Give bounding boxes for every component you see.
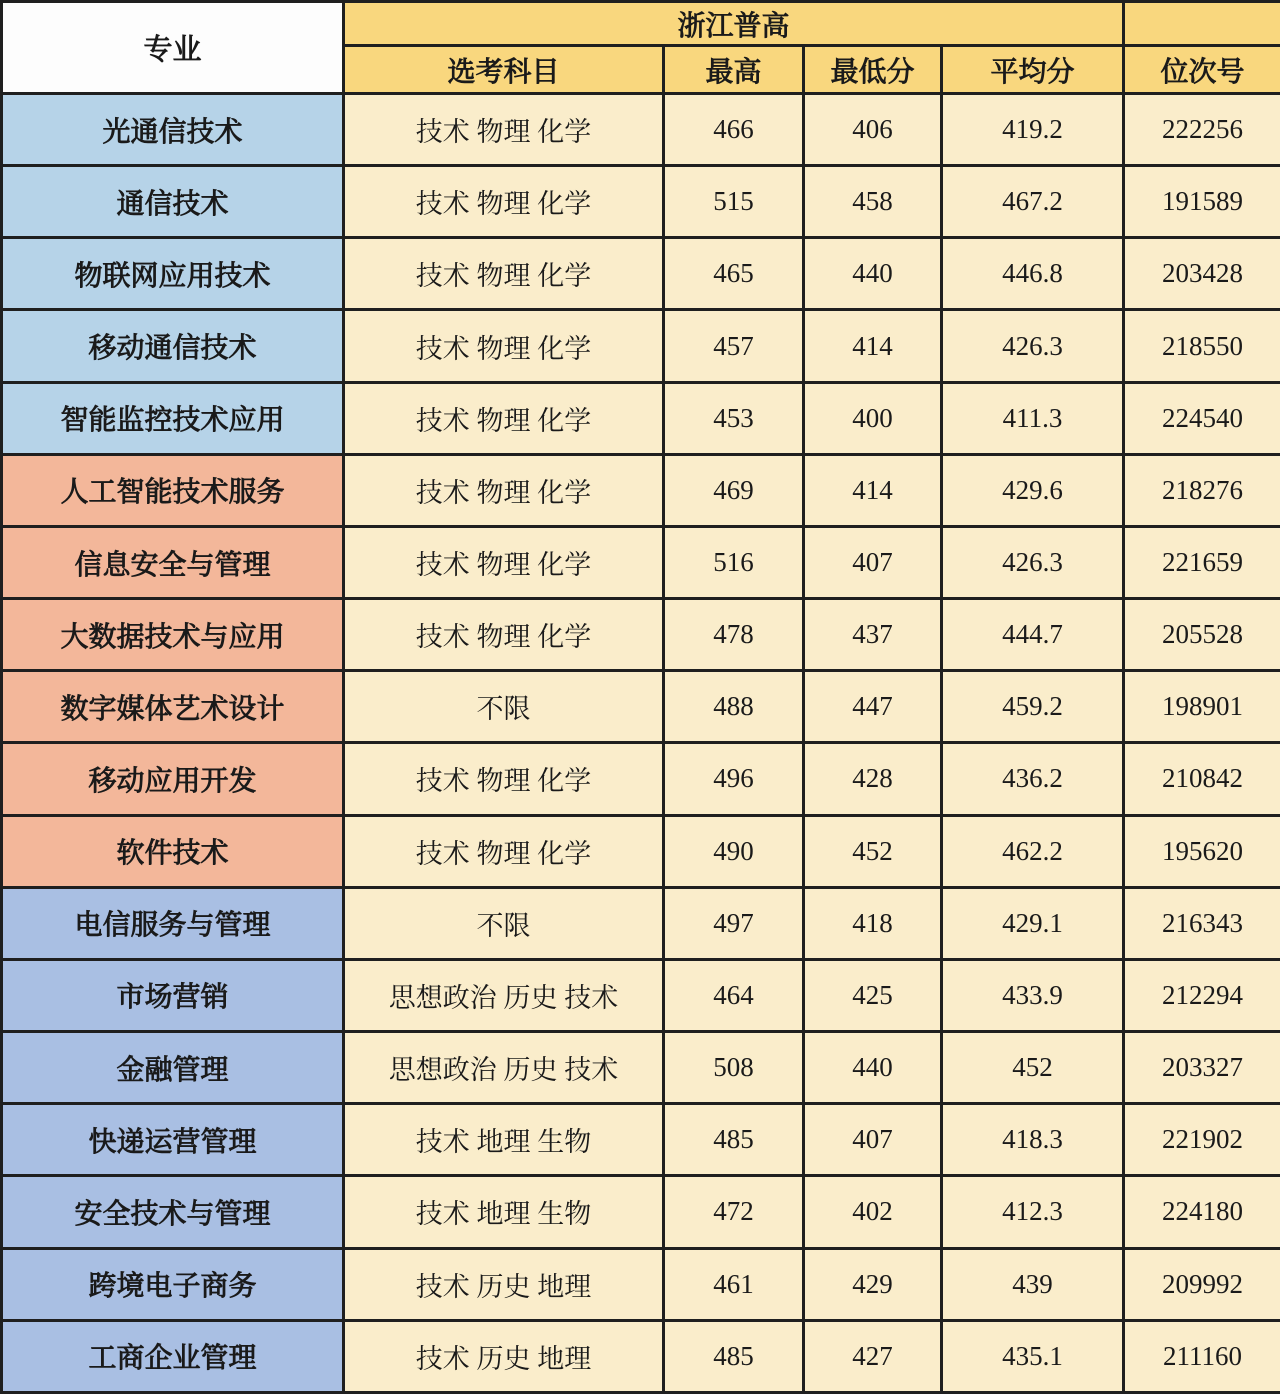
rank-cell: 210842: [1124, 743, 1280, 815]
rank-cell: 224540: [1124, 382, 1280, 454]
rank-cell: 198901: [1124, 671, 1280, 743]
major-cell: 物联网应用技术: [2, 238, 344, 310]
table-row: [2, 815, 1280, 887]
major-cell: 移动通信技术: [2, 310, 344, 382]
max-score-cell: 472: [664, 1176, 804, 1248]
table-row: [2, 599, 1280, 671]
min-score-cell: 418: [804, 887, 942, 959]
avg-score-cell: 436.2: [942, 743, 1124, 815]
major-cell: 电信服务与管理: [2, 887, 344, 959]
avg-score-cell: 444.7: [942, 599, 1124, 671]
major-cell: 工商企业管理: [2, 1320, 344, 1392]
rank-cell: 211160: [1124, 1320, 1280, 1392]
rank-cell: 216343: [1124, 887, 1280, 959]
major-cell: 大数据技术与应用: [2, 599, 344, 671]
max-score-cell: 497: [664, 887, 804, 959]
table-row: [2, 1104, 1280, 1176]
max-score-cell: 508: [664, 1032, 804, 1104]
table-header: [2, 2, 1280, 94]
max-score-cell: 488: [664, 671, 804, 743]
max-score-cell: 490: [664, 815, 804, 887]
rank-cell: 212294: [1124, 959, 1280, 1031]
avg-score-cell: 412.3: [942, 1176, 1124, 1248]
table-row: [2, 887, 1280, 959]
subjects-cell: 技术 历史 地理: [344, 1320, 664, 1392]
table-row: [2, 1320, 1280, 1392]
subjects-cell: 不限: [344, 887, 664, 959]
table-row: [2, 743, 1280, 815]
min-score-cell: 414: [804, 454, 942, 526]
rank-cell: 222256: [1124, 94, 1280, 166]
subjects-cell: 技术 物理 化学: [344, 238, 664, 310]
rank-cell: 221902: [1124, 1104, 1280, 1176]
major-cell: 金融管理: [2, 1032, 344, 1104]
table-row: [2, 238, 1280, 310]
major-cell: 快递运营管理: [2, 1104, 344, 1176]
subjects-cell: 不限: [344, 671, 664, 743]
table-row: [2, 310, 1280, 382]
major-cell: 软件技术: [2, 815, 344, 887]
table-row: [2, 671, 1280, 743]
min-score-cell: 429: [804, 1248, 942, 1320]
min-score-cell: 406: [804, 94, 942, 166]
min-score-cell: 407: [804, 526, 942, 598]
major-cell: 安全技术与管理: [2, 1176, 344, 1248]
group-header-zhejiang-pugao: 浙江普高: [344, 2, 1124, 46]
min-score-cell: 402: [804, 1176, 942, 1248]
min-score-cell: 458: [804, 166, 942, 238]
major-cell: 数字媒体艺术设计: [2, 671, 344, 743]
avg-score-cell: 419.2: [942, 94, 1124, 166]
min-score-cell: 428: [804, 743, 942, 815]
empty-header-cell: [1124, 2, 1280, 46]
subjects-cell: 技术 物理 化学: [344, 310, 664, 382]
min-score-cell: 407: [804, 1104, 942, 1176]
col-header-avg: 平均分: [942, 46, 1124, 94]
table-row: [2, 454, 1280, 526]
subjects-cell: 技术 历史 地理: [344, 1248, 664, 1320]
table-row: [2, 1176, 1280, 1248]
major-cell: 光通信技术: [2, 94, 344, 166]
min-score-cell: 440: [804, 1032, 942, 1104]
col-header-subjects: 选考科目: [344, 46, 664, 94]
col-header-max: 最高: [664, 46, 804, 94]
max-score-cell: 485: [664, 1104, 804, 1176]
avg-score-cell: 459.2: [942, 671, 1124, 743]
subjects-cell: 技术 物理 化学: [344, 166, 664, 238]
rank-cell: 203327: [1124, 1032, 1280, 1104]
min-score-cell: 427: [804, 1320, 942, 1392]
major-cell: 信息安全与管理: [2, 526, 344, 598]
max-score-cell: 453: [664, 382, 804, 454]
avg-score-cell: 418.3: [942, 1104, 1124, 1176]
subjects-cell: 技术 物理 化学: [344, 94, 664, 166]
avg-score-cell: 446.8: [942, 238, 1124, 310]
max-score-cell: 478: [664, 599, 804, 671]
max-score-cell: 461: [664, 1248, 804, 1320]
max-score-cell: 485: [664, 1320, 804, 1392]
major-cell: 通信技术: [2, 166, 344, 238]
subjects-cell: 思想政治 历史 技术: [344, 959, 664, 1031]
table-row: [2, 959, 1280, 1031]
major-cell: 人工智能技术服务: [2, 454, 344, 526]
avg-score-cell: 439: [942, 1248, 1124, 1320]
avg-score-cell: 433.9: [942, 959, 1124, 1031]
min-score-cell: 440: [804, 238, 942, 310]
avg-score-cell: 435.1: [942, 1320, 1124, 1392]
avg-score-cell: 462.2: [942, 815, 1124, 887]
col-header-rank: 位次号: [1124, 46, 1280, 94]
subjects-cell: 技术 物理 化学: [344, 526, 664, 598]
subjects-cell: 技术 物理 化学: [344, 454, 664, 526]
max-score-cell: 496: [664, 743, 804, 815]
avg-score-cell: 429.1: [942, 887, 1124, 959]
rank-cell: 195620: [1124, 815, 1280, 887]
subjects-cell: 思想政治 历史 技术: [344, 1032, 664, 1104]
avg-score-cell: 429.6: [942, 454, 1124, 526]
rank-cell: 218276: [1124, 454, 1280, 526]
min-score-cell: 425: [804, 959, 942, 1031]
table-row: [2, 382, 1280, 454]
rank-cell: 224180: [1124, 1176, 1280, 1248]
min-score-cell: 400: [804, 382, 942, 454]
table-body: [2, 94, 1280, 1393]
col-header-min: 最低分: [804, 46, 942, 94]
avg-score-cell: 426.3: [942, 526, 1124, 598]
max-score-cell: 466: [664, 94, 804, 166]
major-cell: 移动应用开发: [2, 743, 344, 815]
subjects-cell: 技术 地理 生物: [344, 1176, 664, 1248]
max-score-cell: 516: [664, 526, 804, 598]
subjects-cell: 技术 地理 生物: [344, 1104, 664, 1176]
max-score-cell: 465: [664, 238, 804, 310]
major-cell: 智能监控技术应用: [2, 382, 344, 454]
max-score-cell: 464: [664, 959, 804, 1031]
min-score-cell: 452: [804, 815, 942, 887]
rank-cell: 205528: [1124, 599, 1280, 671]
rank-cell: 218550: [1124, 310, 1280, 382]
major-cell: 市场营销: [2, 959, 344, 1031]
group-header-row: [2, 2, 1280, 46]
major-cell: 跨境电子商务: [2, 1248, 344, 1320]
min-score-cell: 414: [804, 310, 942, 382]
subjects-cell: 技术 物理 化学: [344, 815, 664, 887]
subjects-cell: 技术 物理 化学: [344, 743, 664, 815]
max-score-cell: 469: [664, 454, 804, 526]
avg-score-cell: 411.3: [942, 382, 1124, 454]
table-row: [2, 1248, 1280, 1320]
rank-cell: 191589: [1124, 166, 1280, 238]
table-row: [2, 1032, 1280, 1104]
major-column-header: 专业: [2, 2, 344, 94]
subjects-cell: 技术 物理 化学: [344, 382, 664, 454]
rank-cell: 203428: [1124, 238, 1280, 310]
min-score-cell: 447: [804, 671, 942, 743]
table-row: [2, 166, 1280, 238]
avg-score-cell: 426.3: [942, 310, 1124, 382]
rank-cell: 221659: [1124, 526, 1280, 598]
table-row: [2, 94, 1280, 166]
max-score-cell: 515: [664, 166, 804, 238]
max-score-cell: 457: [664, 310, 804, 382]
avg-score-cell: 452: [942, 1032, 1124, 1104]
min-score-cell: 437: [804, 599, 942, 671]
avg-score-cell: 467.2: [942, 166, 1124, 238]
table-row: [2, 526, 1280, 598]
subjects-cell: 技术 物理 化学: [344, 599, 664, 671]
rank-cell: 209992: [1124, 1248, 1280, 1320]
